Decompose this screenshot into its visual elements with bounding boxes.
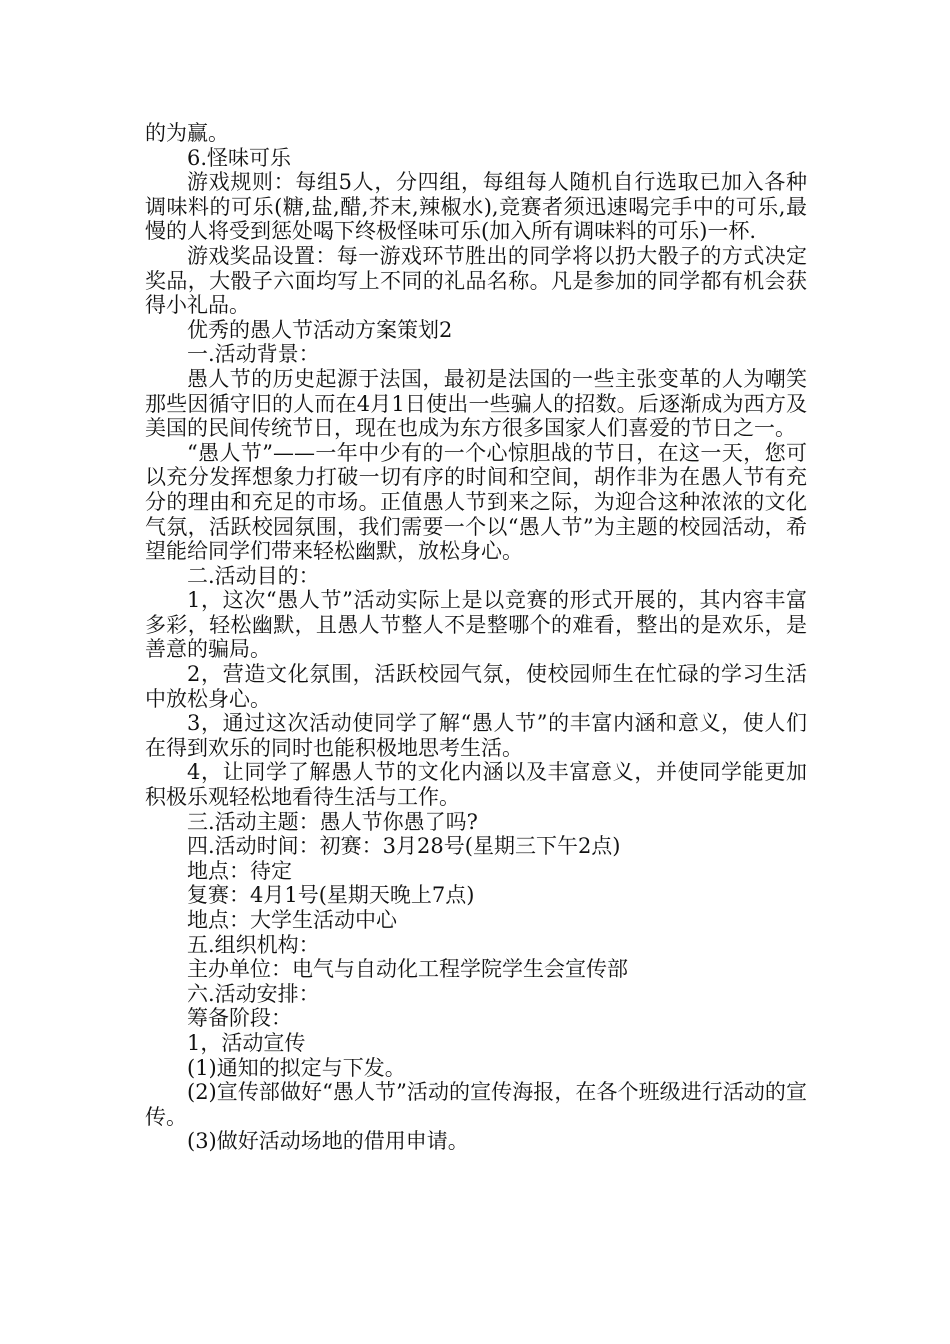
purpose-item-4: 4，让同学了解愚人节的文化内涵以及丰富意义，并使同学能更加积极乐观轻松地看待生活与工作。 (145, 760, 807, 810)
final-round-line: 复赛：4月1号(星期天晚上7点) (187, 883, 475, 908)
purpose-item-3: 3，通过这次活动使同学了解“愚人节”的丰富内涵和意义，使人们在得到欢乐的同时也能积极地思考生活。 (145, 711, 807, 760)
background-paragraph-1: 愚人节的历史起源于法国，最初是法国的一些主张变革的人为嘲笑那些因循守旧的人而在4月1日使出一些骗人的招数。后逐渐成为西方及美国的民间传统节日，现在也成为东方很多国家人们喜爱的节日之一。 (145, 366, 807, 441)
publicity-item-2: (2)宣传部做好“愚人节”活动的宣传海报，在各个班级进行活动的宣传。 (145, 1080, 807, 1129)
heading-activity-arrangement: 六.活动安排： (187, 981, 320, 1006)
heading-organization: 五.组织机构： (187, 932, 320, 957)
location-preliminary-line: 地点：待定 (187, 858, 292, 883)
game-6-heading: 6.怪味可乐 (187, 145, 292, 170)
location-final-line: 地点：大学生活动中心 (187, 908, 397, 932)
heading-activity-background: 一.活动背景： (187, 342, 320, 367)
purpose-item-2: 2，营造文化氛围，活跃校园气氛，使校园师生在忙碌的学习生活中放松身心。 (145, 662, 807, 711)
document-body (145, 121, 807, 1154)
activity-theme-line: 三.活动主题：愚人节你愚了吗? (187, 809, 478, 834)
section-title-plan-2: 优秀的愚人节活动方案策划2 (187, 317, 453, 342)
paragraph-continuation: 的为赢。 (145, 121, 229, 145)
purpose-item-1: 1，这次“愚人节”活动实际上是以竞赛的形式开展的，其内容丰富多彩，轻松幽默，且愚人节整人不是整哪个的难看，整出的是欢乐，是善意的骗局。 (145, 588, 807, 662)
background-paragraph-2: “愚人节”——一年中少有的一个心惊胆战的节日，在这一天，您可以充分发挥想象力打破一切有序的时间和空间，胡作非为在愚人节有充分的理由和充足的市场。正值愚人节到来之际，为迎合这种浓浓的文化气氛，活跃校园氛围，我们需要一个以“愚人节”为主题的校园活动，希望能给同学们带来轻松幽默，放松身心。 (145, 440, 807, 564)
publicity-heading: 1，活动宣传 (187, 1030, 306, 1055)
preparation-stage-line: 筹备阶段： (187, 1006, 292, 1031)
publicity-item-3: (3)做好活动场地的借用申请。 (187, 1129, 469, 1154)
organizer-line: 主办单位：电气与自动化工程学院学生会宣传部 (187, 957, 628, 982)
publicity-item-1: (1)通知的拟定与下发。 (187, 1055, 406, 1080)
game-rules-paragraph: 游戏规则：每组5人，分四组，每组每人随机自行选取已加入各种调味料的可乐(糖,盐,醋,芥末,辣椒水),竞赛者须迅速喝完手中的可乐,最慢的人将受到惩处喝下终极怪味可乐(加入所有调味料的可乐)一杯. (145, 170, 807, 244)
game-prize-paragraph: 游戏奖品设置：每一游戏环节胜出的同学将以扔大骰子的方式决定奖品，大骰子六面均写上不同的礼品名称。凡是参加的同学都有机会获得小礼品。 (145, 243, 807, 318)
activity-time-line: 四.活动时间：初赛：3月28号(星期三下午2点) (187, 834, 621, 859)
heading-activity-purpose: 二.活动目的： (187, 563, 320, 588)
